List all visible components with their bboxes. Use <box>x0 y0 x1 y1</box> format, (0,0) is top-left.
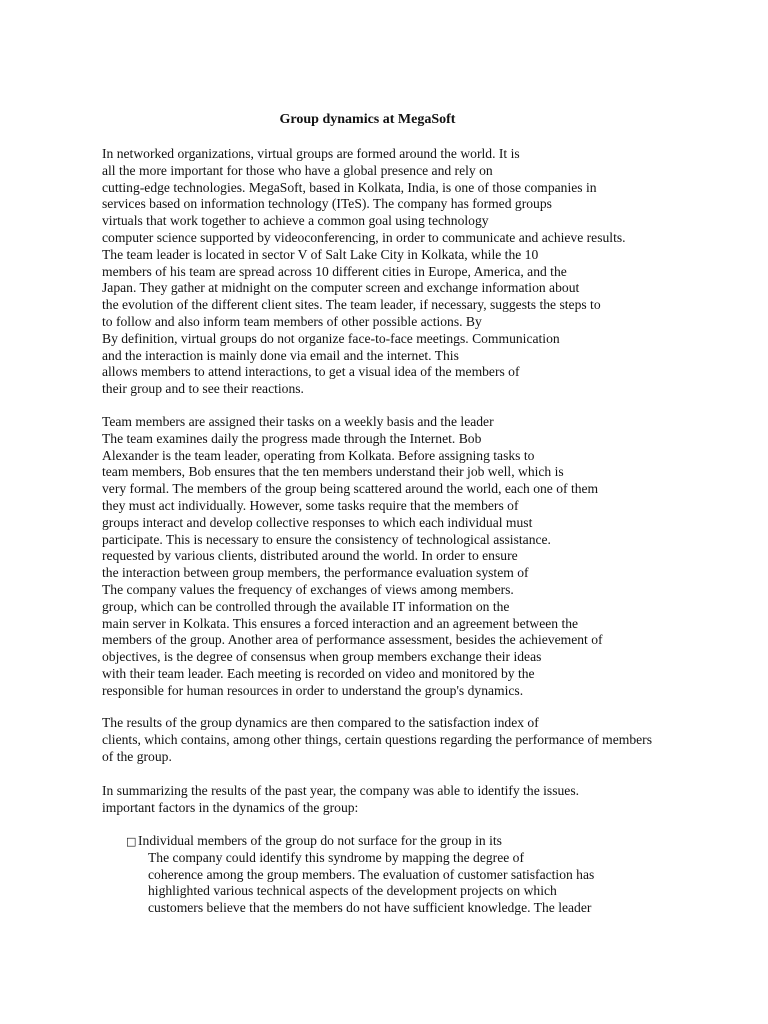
paragraph-1 <box>102 146 722 398</box>
text-line: The team examines daily the progress made through the Internet. Bob <box>102 430 482 446</box>
paragraph-2 <box>102 414 722 700</box>
paragraph-4 <box>102 783 722 817</box>
text-line: their group and to see their reactions. <box>102 381 304 397</box>
text-line: virtuals that work together to achieve a common goal using technology <box>102 213 489 229</box>
text-line: they must act individually. However, some tasks require that the members of <box>102 497 519 513</box>
text-line: the interaction between group members, the performance evaluation system of <box>102 565 529 581</box>
text-line: groups interact and develop collective responses to which each individual must <box>102 514 533 530</box>
text-line: to follow and also inform team members of other possible actions. By <box>102 313 482 329</box>
text-line: of the group. <box>102 748 172 764</box>
text-line: very formal. The members of the group being scattered around the world, each one of them <box>102 481 599 497</box>
text-line: The results of the group dynamics are then compared to the satisfaction index of <box>102 715 539 730</box>
text-line: The company could identify this syndrome by mapping the degree of <box>148 849 524 865</box>
text-line: By definition, virtual groups do not organize face-to-face meetings. Communication <box>102 330 560 346</box>
text-line: participate. This is necessary to ensure the consistency of technological assistance. <box>102 531 551 547</box>
text-line: members of the group. Another area of performance assessment, besides the achievement of <box>102 632 603 648</box>
text-line: allows members to attend interactions, to get a visual idea of the members of <box>102 364 520 380</box>
document-title: Group dynamics at MegaSoft <box>279 112 456 127</box>
text-line: cutting-edge technologies. MegaSoft, based in Kolkata, India, is one of those companies in <box>102 179 597 195</box>
text-line: main server in Kolkata. This ensures a forced interaction and an agreement between the <box>102 615 579 631</box>
text-line: the evolution of the different client sites. The team leader, if necessary, suggests the steps to <box>102 297 601 313</box>
text-line: In networked organizations, virtual groups are formed around the world. It is <box>102 146 520 161</box>
checkbox-bullet-icon: □ <box>126 835 137 848</box>
text-line: In summarizing the results of the past year, the company was able to identify the issues. <box>102 783 580 798</box>
text-line: with their team leader. Each meeting is recorded on video and monitored by the <box>102 665 535 681</box>
text-line: group, which can be controlled through the available IT information on the <box>102 598 510 614</box>
text-line: coherence among the group members. The evaluation of customer satisfaction has <box>148 866 595 882</box>
text-line: team members, Bob ensures that the ten members understand their job well, which is <box>102 464 564 480</box>
text-line: clients, which contains, among other things, certain questions regarding the performance of members <box>102 731 653 747</box>
text-line: Japan. They gather at midnight on the computer screen and exchange information about <box>102 280 580 296</box>
text-line: customers believe that the members do not have sufficient knowledge. The leader <box>148 900 592 916</box>
text-line: responsible for human resources in order to understand the group's dynamics. <box>102 682 524 698</box>
text-line: Team members are assigned their tasks on a weekly basis and the leader <box>102 414 494 429</box>
text-line: computer science supported by videoconferencing, in order to communicate and achieve results. <box>102 229 626 245</box>
text-line: highlighted various technical aspects of the development projects on which <box>148 883 557 899</box>
text-line: The company values the frequency of exchanges of views among members. <box>102 581 514 597</box>
text-line: Alexander is the team leader, operating from Kolkata. Before assigning tasks to <box>102 447 535 463</box>
text-line: important factors in the dynamics of the group: <box>102 799 359 815</box>
text-line: The team leader is located in sector V of Salt Lake City in Kolkata, while the 10 <box>102 246 539 262</box>
text-line: members of his team are spread across 10 different cities in Europe, America, and the <box>102 263 567 279</box>
text-line: all the more important for those who have a global presence and rely on <box>102 162 493 178</box>
text-line: and the interaction is mainly done via email and the internet. This <box>102 347 459 363</box>
bullet-first-line <box>126 833 686 850</box>
text-line: objectives, is the degree of consensus when group members exchange their ideas <box>102 649 542 665</box>
paragraph-3 <box>102 715 722 765</box>
bullet-text: Individual members of the group do not surface for the group in its <box>138 833 502 848</box>
bullet-item <box>126 833 686 917</box>
text-line: services based on information technology (ITeS). The company has formed groups <box>102 196 552 212</box>
text-line: requested by various clients, distributed around the world. In order to ensure <box>102 548 518 564</box>
